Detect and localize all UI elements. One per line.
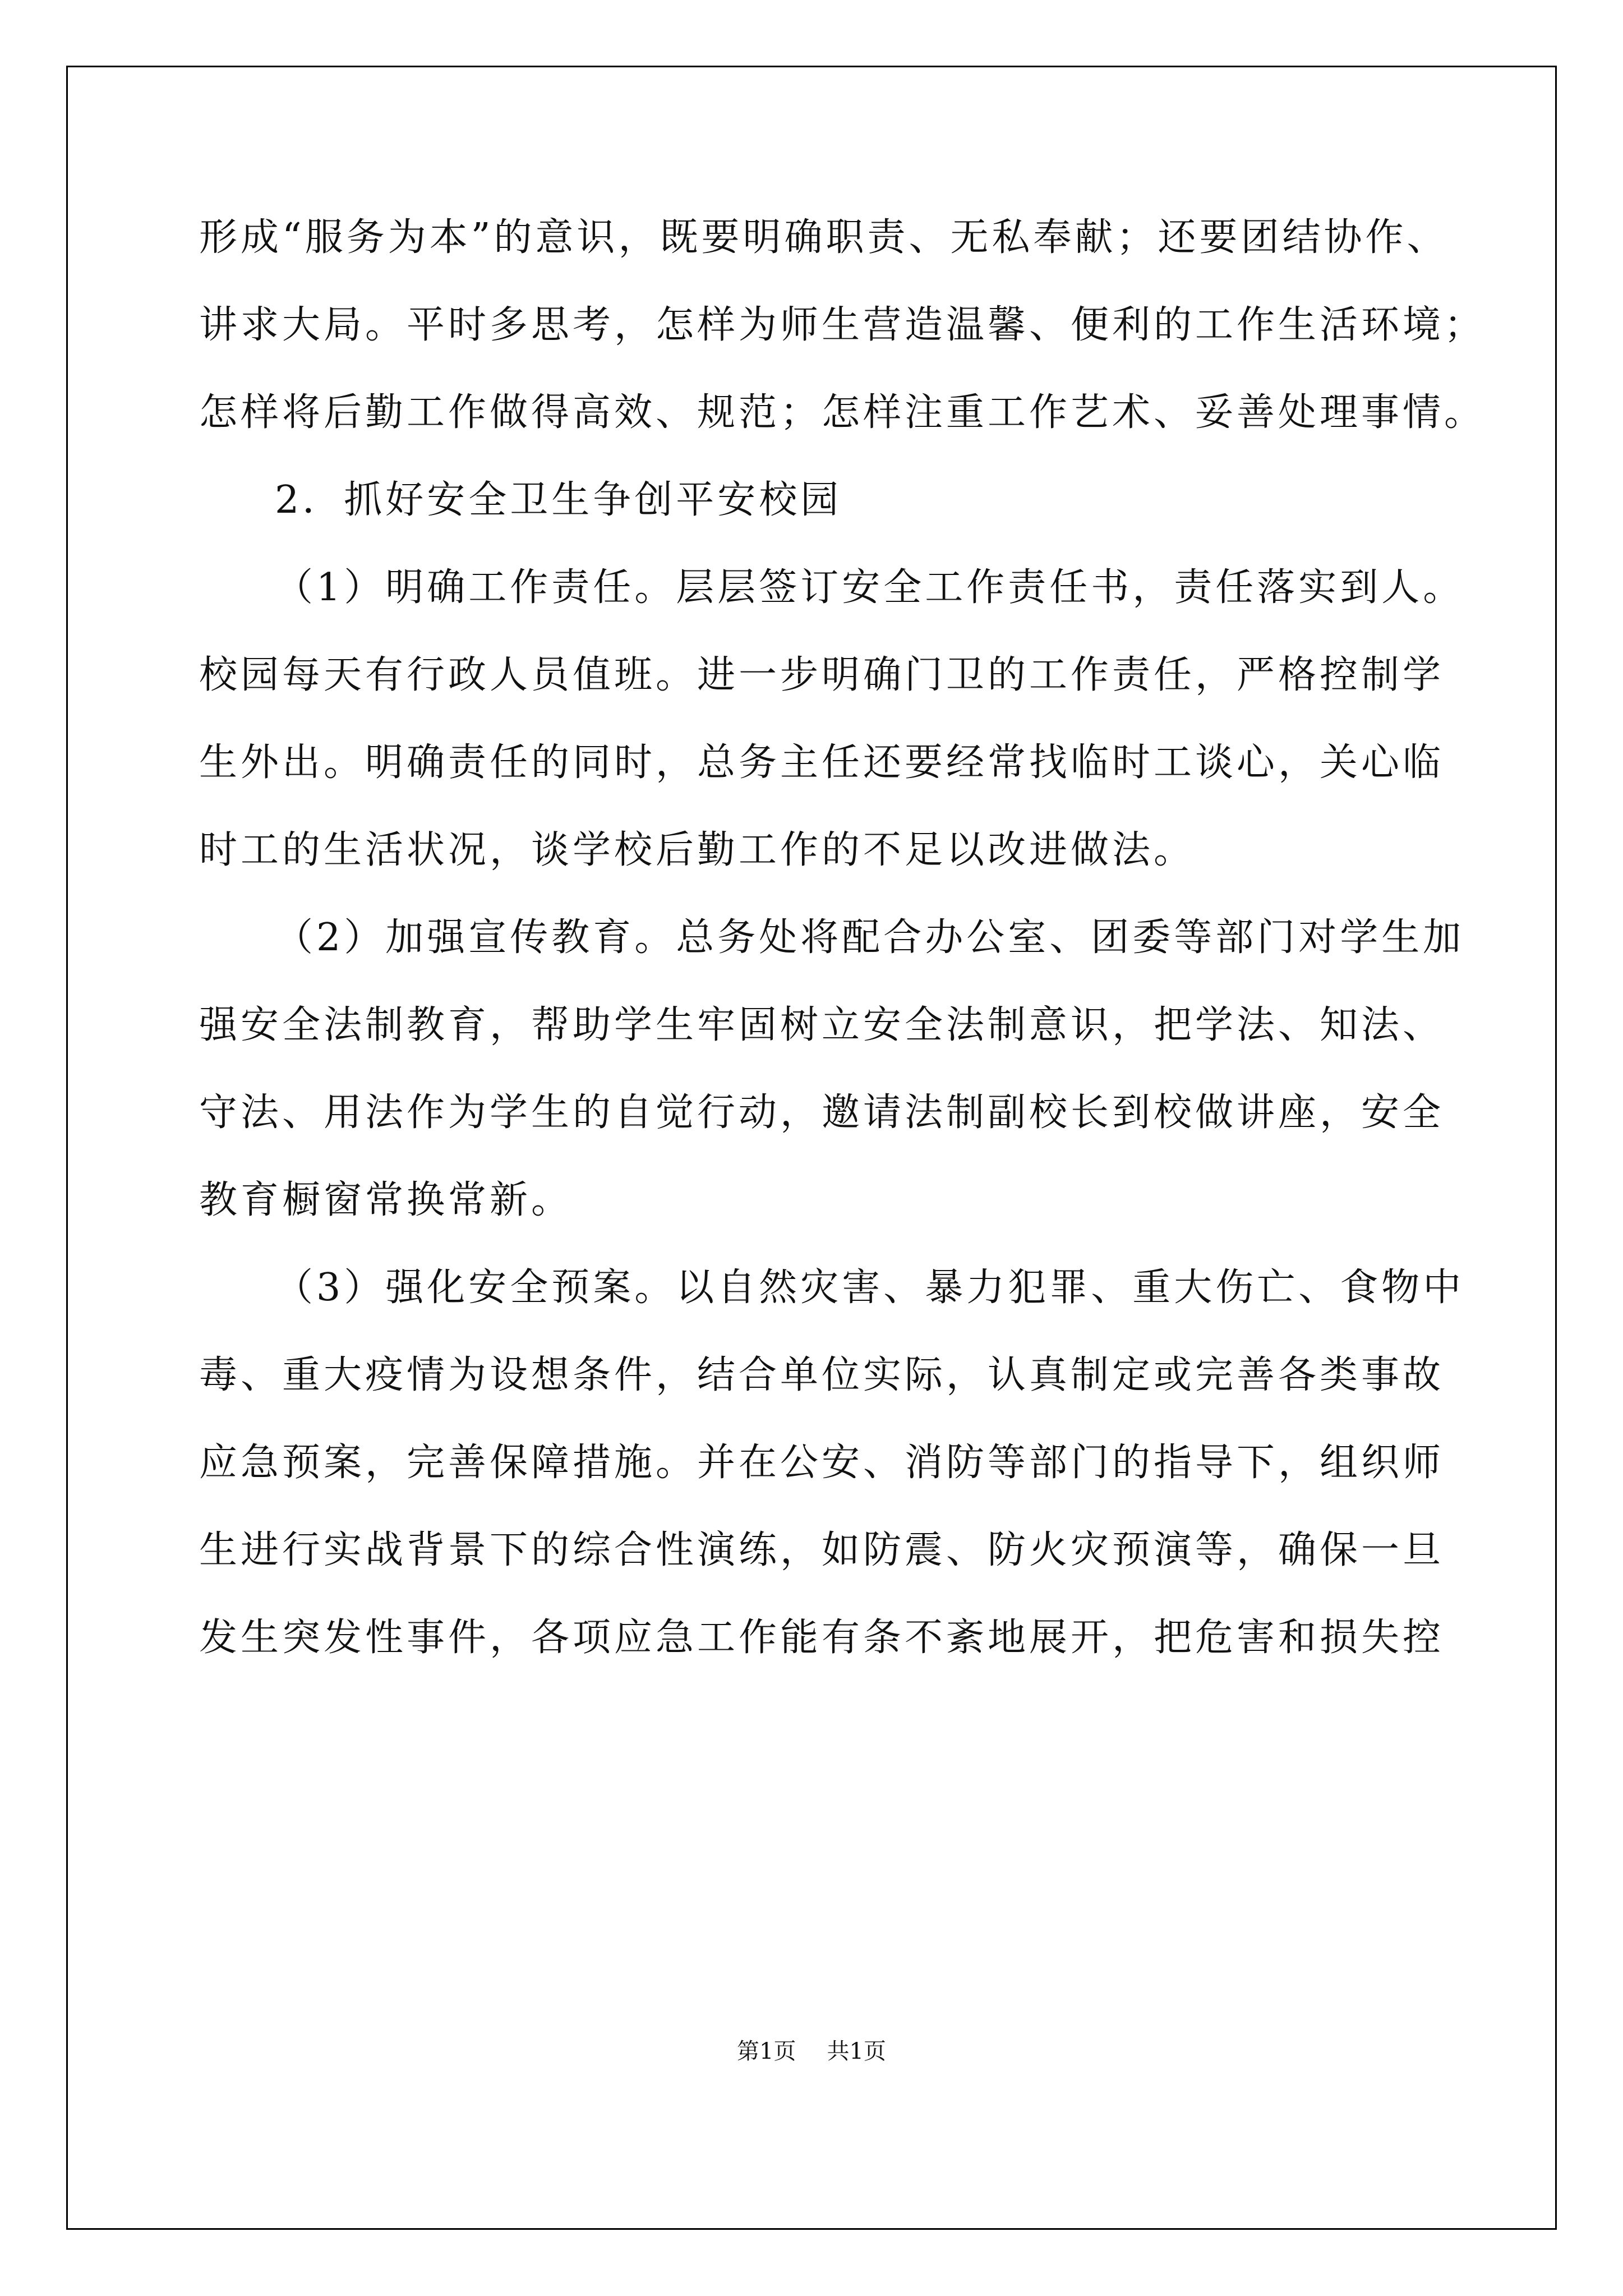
body-line-3: 怎样将后勤工作做得高效、规范；怎样注重工作艺术、妥善处理事情。 xyxy=(199,390,1486,435)
body-line-1: 形成“服务为本”的意识，既要明确职责、无私奉献；还要团结协作、 xyxy=(199,215,1449,260)
body-line-12: 教育橱窗常换常新。 xyxy=(199,1178,573,1222)
body-line-11: 守法、用法作为学生的自觉行动，邀请法制副校长到校做讲座，安全 xyxy=(199,1091,1445,1135)
page-number: 第1页 xyxy=(737,2039,796,2064)
body-line-14: 毒、重大疫情为设想条件，结合单位实际，认真制定或完善各类事故 xyxy=(199,1353,1445,1397)
body-line-6: 校园每天有行政人员值班。进一步明确门卫的工作责任，严格控制学 xyxy=(199,653,1445,697)
body-line-7: 生外出。明确责任的同时，总务主任还要经常找临时工谈心，关心临 xyxy=(199,740,1445,785)
page-footer xyxy=(0,2037,1623,2065)
body-line-8: 时工的生活状况，谈学校后勤工作的不足以改进做法。 xyxy=(199,828,1196,872)
body-line-16: 生进行实战背景下的综合性演练，如防震、防火灾预演等，确保一旦 xyxy=(199,1528,1445,1572)
body-line-5: （1）明确工作责任。层层签订安全工作责任书，责任落实到人。 xyxy=(275,565,1465,610)
body-line-2: 讲求大局。平时多思考，怎样为师生营造温馨、便利的工作生活环境； xyxy=(199,303,1486,347)
page-total: 共1页 xyxy=(827,2039,886,2064)
body-line-9: （2）加强宣传教育。总务处将配合办公室、团委等部门对学生加 xyxy=(275,915,1465,960)
body-line-10: 强安全法制教育，帮助学生牢固树立安全法制意识，把学法、知法、 xyxy=(199,1003,1445,1047)
section-heading: 2．抓好安全卫生争创平安校园 xyxy=(275,478,842,522)
body-line-15: 应急预案，完善保障措施。并在公安、消防等部门的指导下，组织师 xyxy=(199,1441,1445,1485)
body-line-17: 发生突发性事件，各项应急工作能有条不紊地展开，把危害和损失控 xyxy=(199,1616,1445,1660)
body-line-13: （3）强化安全预案。以自然灾害、暴力犯罪、重大伤亡、食物中 xyxy=(275,1266,1465,1310)
